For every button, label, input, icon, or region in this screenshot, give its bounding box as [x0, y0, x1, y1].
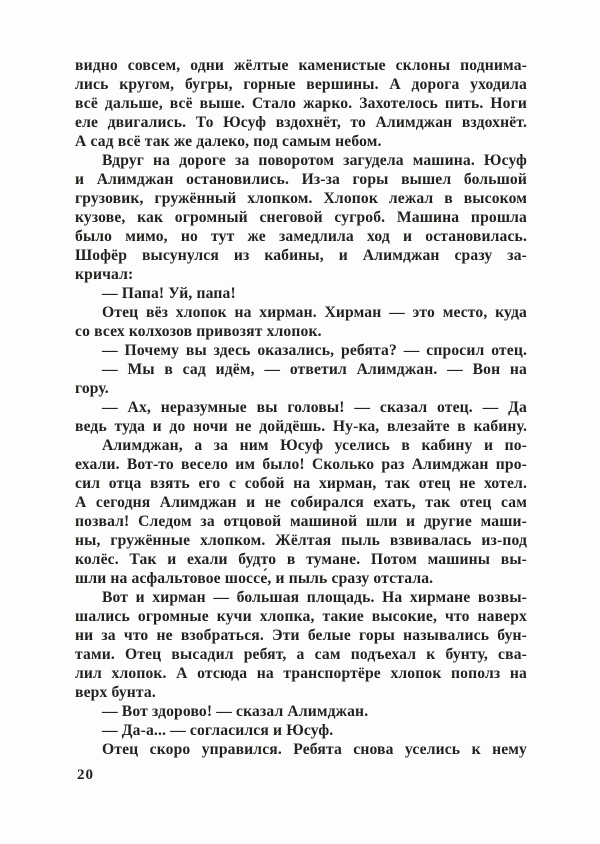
paragraph	[75, 721, 527, 740]
text-line: лил хлопок. А отсюда на транспортёре хлопок пополз на	[75, 665, 527, 682]
text-line: лись кругом, бугры, горные вершины. А дорога уходила	[75, 76, 527, 93]
paragraph	[75, 398, 527, 436]
text-line: колёс. Так и ехали будто в тумане. Потом машины вы-	[75, 551, 527, 568]
text-line: ни за что не взобраться. Эти белые горы назывались бун-	[75, 627, 527, 644]
paragraph	[75, 341, 527, 360]
text-line: шались огромные кучи хлопка, такие высокие, что наверх	[75, 608, 527, 625]
paragraph	[75, 151, 527, 284]
text-line: Алимджан, а за ним Юсуф уселись в кабину и по-	[102, 437, 527, 454]
text-line: было мимо, но тут же замедлила ход и остановилась.	[75, 228, 527, 245]
text-line: Отец скоро управился. Ребята снова уселись к нему	[102, 741, 527, 758]
text-line: Шофёр высунулся из кабины, и Алимджан сразу за-	[75, 247, 527, 264]
text-line: Вдруг на дороге за поворотом загудела машина. Юсуф	[102, 152, 527, 169]
text-line: позвал! Следом за отцовой машиной шли и другие маши-	[75, 513, 527, 530]
text-line: кричал:	[75, 266, 134, 283]
text-line: — Ах, неразумные вы головы! — сказал отец. — Да	[102, 399, 527, 416]
text-line: — Да-а... — согласился и Юсуф.	[102, 722, 334, 739]
page-number: 20	[77, 767, 94, 783]
text-line: кузове, как огромный снеговой сугроб. Машина прошла	[75, 209, 527, 226]
text-line: шли на асфальтовое шоссе́, и пыль сразу отстала.	[75, 570, 434, 587]
text-line: — Почему вы здесь оказались, ребята? — спросил отец.	[102, 342, 527, 359]
paragraph	[75, 436, 527, 588]
text-line: всё дальше, всё выше. Стало жарко. Захотелось пить. Ноги	[75, 95, 527, 112]
text-line: грузовик, гружённый хлопком. Хлопок лежал в высоком	[75, 190, 527, 207]
text-line: сил отца взять его с собой на хирман, так отец не хотел.	[75, 475, 527, 492]
text-line: тами. Отец высадил ребят, а сам подъехал к бунту, сва-	[75, 646, 527, 663]
text-line: А сад всё так же далеко, под самым небом.	[75, 133, 382, 150]
paragraph	[75, 740, 527, 759]
paragraph	[75, 284, 527, 303]
text-line: ведь туда и до ночи не дойдёшь. Ну-ка, влезайте в кабину.	[75, 418, 527, 435]
paragraph	[75, 588, 527, 702]
text-line: и Алимджан остановились. Из-за горы вышел большой	[75, 171, 527, 188]
text-line: гору.	[75, 380, 109, 397]
text-line: Отец вёз хлопок на хирман. Хирман — это место, куда	[102, 304, 527, 321]
paragraph	[75, 360, 527, 398]
text-line: — Мы в сад идём, — ответил Алимджан. — Вон на	[102, 361, 527, 378]
paragraph	[75, 702, 527, 721]
text-line: ны, гружённые хлопком. Жёлтая пыль взвивалась из-под	[75, 532, 527, 549]
text-line: со всех колхозов привозят хлопок.	[75, 323, 322, 340]
text-line: А сегодня Алимджан и не собирался ехать, так отец сам	[75, 494, 527, 511]
text-line: — Вот здорово! — сказал Алимджан.	[102, 703, 369, 720]
text-line: ехали. Вот-то весело им было! Сколько раз Алимджан про-	[75, 456, 527, 473]
text-block	[75, 56, 527, 759]
text-line: верх бунта.	[75, 684, 156, 701]
text-line: — Папа! Уй, папа!	[102, 285, 236, 302]
paragraph	[75, 56, 527, 151]
text-line: еле двигались. То Юсуф вздохнёт, то Алимджан вздохнёт.	[75, 114, 527, 131]
text-line: видно совсем, одни жёлтые каменистые склоны поднима-	[75, 57, 527, 74]
text-line: Вот и хирман — большая площадь. На хирмане возвы-	[102, 589, 527, 606]
paragraph	[75, 303, 527, 341]
